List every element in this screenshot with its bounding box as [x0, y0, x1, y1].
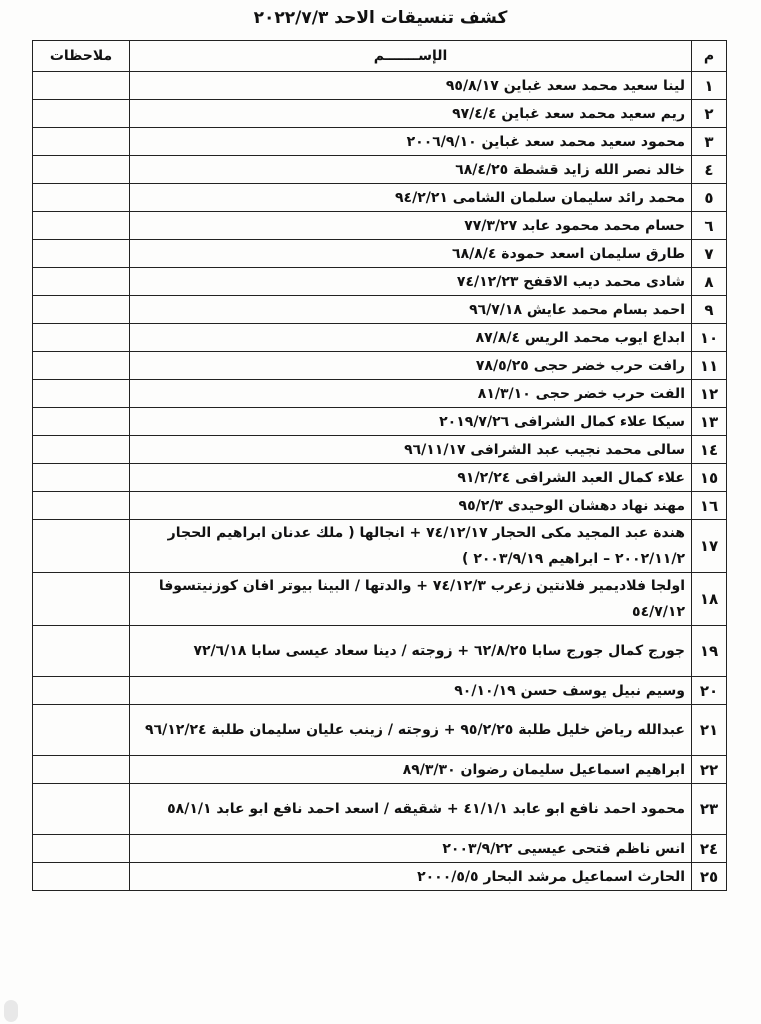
table-row	[33, 756, 727, 784]
table-row	[33, 240, 727, 268]
row-notes	[33, 324, 130, 352]
row-name: ابراهيم اسماعيل سليمان رضوان ٨٩/٣/٣٠	[130, 756, 692, 784]
row-number: ١٤	[692, 436, 727, 464]
row-number: ٢٠	[692, 677, 727, 705]
row-notes	[33, 268, 130, 296]
row-name: مهند نهاد دهشان الوحيدى ٩٥/٢/٣	[130, 492, 692, 520]
row-number: ٣	[692, 128, 727, 156]
table-row	[33, 184, 727, 212]
table-row	[33, 100, 727, 128]
table-row	[33, 156, 727, 184]
table-row	[33, 212, 727, 240]
row-name: سيكا علاء كمال الشرافى ٢٠١٩/٧/٢٦	[130, 408, 692, 436]
row-number: ٨	[692, 268, 727, 296]
row-name: خالد نصر الله زايد قشطة ٦٨/٤/٢٥	[130, 156, 692, 184]
row-number: ٦	[692, 212, 727, 240]
table-row	[33, 520, 727, 573]
table-row	[33, 626, 727, 677]
row-notes	[33, 705, 130, 756]
row-notes	[33, 436, 130, 464]
row-number: ٥	[692, 184, 727, 212]
row-name: عبدالله رياض خليل طلبة ٩٥/٢/٢٥ + زوجته / زينب عليان سليمان طلبة ٩٦/١٢/٢٤	[130, 705, 692, 756]
row-name: هندة عبد المجيد مكى الحجار ٧٤/١٢/١٧ + انجالها ( ملك عدنان ابراهيم الحجار ٢٠٠٢/١١/٢ – ابراهيم ٢٠٠٣/٩/١٩ )	[130, 520, 692, 573]
row-notes	[33, 520, 130, 573]
header-name: الإســـــــم	[130, 41, 692, 72]
row-notes	[33, 677, 130, 705]
row-name: محمود سعيد محمد سعد غباين ٢٠٠٦/٩/١٠	[130, 128, 692, 156]
row-number: ١٩	[692, 626, 727, 677]
row-name: رافت حرب خضر حجى ٧٨/٥/٢٥	[130, 352, 692, 380]
row-number: ٢٤	[692, 835, 727, 863]
row-number: ١٥	[692, 464, 727, 492]
row-notes	[33, 296, 130, 324]
row-notes	[33, 863, 130, 891]
table-row	[33, 324, 727, 352]
table-row	[33, 705, 727, 756]
table-row	[33, 352, 727, 380]
row-number: ١٢	[692, 380, 727, 408]
row-number: ١٧	[692, 520, 727, 573]
row-number: ٧	[692, 240, 727, 268]
table-row	[33, 408, 727, 436]
row-number: ٢	[692, 100, 727, 128]
header-notes: ملاحظات	[33, 41, 130, 72]
page-title: كشف تنسيقات الاحد ٢٠٢٢/٧/٣	[253, 8, 508, 28]
table-row	[33, 464, 727, 492]
row-number: ٢٥	[692, 863, 727, 891]
row-notes	[33, 756, 130, 784]
row-name: جورج كمال جورج سابا ٦٢/٨/٢٥ + زوجته / دينا سعاد عيسى سابا ٧٢/٦/١٨	[130, 626, 692, 677]
table-row	[33, 380, 727, 408]
row-name: انس ناظم فتحى عيسيى ٢٠٠٣/٩/٢٢	[130, 835, 692, 863]
table-row	[33, 677, 727, 705]
row-number: ١٨	[692, 573, 727, 626]
row-name: حسام محمد محمود عابد ٧٧/٣/٢٧	[130, 212, 692, 240]
row-number: ١٣	[692, 408, 727, 436]
row-name: احمد بسام محمد عايش ٩٦/٧/١٨	[130, 296, 692, 324]
row-name: شادى محمد ديب الاقفح ٧٤/١٢/٢٣	[130, 268, 692, 296]
row-number: ١١	[692, 352, 727, 380]
row-notes	[33, 492, 130, 520]
row-notes	[33, 352, 130, 380]
row-name: الفت حرب خضر حجى ٨١/٣/١٠	[130, 380, 692, 408]
row-number: ١٦	[692, 492, 727, 520]
row-number: ١	[692, 72, 727, 100]
row-notes	[33, 380, 130, 408]
row-name: وسيم نبيل يوسف حسن ٩٠/١٠/١٩	[130, 677, 692, 705]
scan-edge-mark	[4, 1000, 18, 1022]
row-notes	[33, 408, 130, 436]
table-row	[33, 492, 727, 520]
row-name: لينا سعيد محمد سعد غباين ٩٥/٨/١٧	[130, 72, 692, 100]
names-table	[32, 40, 727, 891]
table-row	[33, 573, 727, 626]
row-number: ٤	[692, 156, 727, 184]
row-notes	[33, 72, 130, 100]
table-row	[33, 784, 727, 835]
row-notes	[33, 212, 130, 240]
row-name: علاء كمال العبد الشرافى ٩١/٢/٢٤	[130, 464, 692, 492]
row-name: محمد رائد سليمان سلمان الشامى ٩٤/٢/٢١	[130, 184, 692, 212]
row-name: سالى محمد نجيب عبد الشرافى ٩٦/١١/١٧	[130, 436, 692, 464]
header-number: م	[692, 41, 727, 72]
table-header-row	[33, 41, 727, 72]
row-name: اولجا فلاديمير فلانتين زعرب ٧٤/١٢/٣ + والدتها / البينا بيوتر افان كوزنيتسوفا ٥٤/٧/١٢	[130, 573, 692, 626]
row-number: ١٠	[692, 324, 727, 352]
row-notes	[33, 100, 130, 128]
row-notes	[33, 156, 130, 184]
table-row	[33, 835, 727, 863]
row-notes	[33, 835, 130, 863]
row-number: ٢٣	[692, 784, 727, 835]
row-notes	[33, 573, 130, 626]
table-row	[33, 72, 727, 100]
row-notes	[33, 784, 130, 835]
row-notes	[33, 128, 130, 156]
table-row	[33, 296, 727, 324]
row-notes	[33, 240, 130, 268]
row-name: ريم سعيد محمد سعد غباين ٩٧/٤/٤	[130, 100, 692, 128]
row-number: ٢٢	[692, 756, 727, 784]
table-row	[33, 436, 727, 464]
row-notes	[33, 626, 130, 677]
row-name: طارق سليمان اسعد حمودة ٦٨/٨/٤	[130, 240, 692, 268]
row-name: محمود احمد نافع ابو عابد ٤١/١/١ + شقيقه / اسعد احمد نافع ابو عابد ٥٨/١/١	[130, 784, 692, 835]
row-notes	[33, 464, 130, 492]
row-number: ٢١	[692, 705, 727, 756]
table-row	[33, 128, 727, 156]
row-name: ابداع ايوب محمد الريس ٨٧/٨/٤	[130, 324, 692, 352]
row-name: الحارث اسماعيل مرشد البحار ٢٠٠٠/٥/٥	[130, 863, 692, 891]
row-number: ٩	[692, 296, 727, 324]
row-notes	[33, 184, 130, 212]
table-row	[33, 863, 727, 891]
table-row	[33, 268, 727, 296]
